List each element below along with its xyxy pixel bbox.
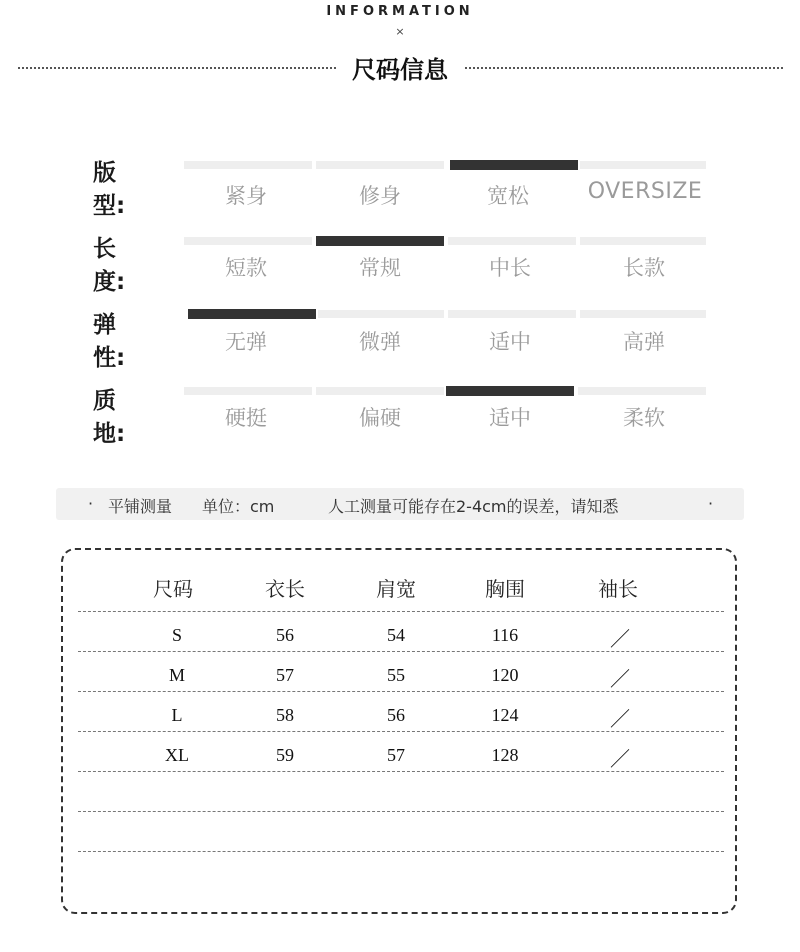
heading-separator: × bbox=[395, 25, 405, 38]
note-unit: 单位：cm bbox=[202, 497, 275, 516]
fit-bar-0 bbox=[184, 161, 312, 169]
row-xl-chest: 128 bbox=[491, 745, 519, 765]
length-bar-2 bbox=[448, 237, 576, 245]
elasticity-option-2: 适中 bbox=[489, 330, 531, 354]
header-shoulder: 肩宽 bbox=[376, 577, 416, 601]
row-m-shoulder: 55 bbox=[387, 665, 405, 685]
row-s-sleeve: ／ bbox=[610, 629, 630, 651]
elasticity-option-0: 无弹 bbox=[225, 330, 267, 354]
table-divider bbox=[78, 811, 724, 812]
length-bar-3 bbox=[580, 237, 706, 245]
fit-bar-selected bbox=[450, 160, 578, 170]
row-l-length: 58 bbox=[276, 705, 294, 725]
texture-bar-1 bbox=[316, 387, 444, 395]
texture-option-2: 适中 bbox=[489, 406, 531, 430]
fit-option-0: 紧身 bbox=[225, 184, 267, 208]
table-divider bbox=[78, 771, 724, 772]
fit-option-2: 宽松 bbox=[487, 184, 529, 208]
table-divider bbox=[78, 851, 724, 852]
fit-option-3: OVERSIZE bbox=[587, 179, 703, 204]
table-divider bbox=[78, 611, 724, 612]
english-heading: INFORMATION bbox=[326, 4, 474, 19]
fit-option-1: 修身 bbox=[359, 184, 401, 208]
table-divider bbox=[78, 731, 724, 732]
texture-option-3: 柔软 bbox=[623, 406, 665, 430]
page-title: 尺码信息 bbox=[352, 56, 448, 84]
header-chest: 胸围 bbox=[485, 577, 525, 601]
length-option-3: 长款 bbox=[623, 256, 665, 280]
row-l-shoulder: 56 bbox=[387, 705, 405, 725]
length-bar-0 bbox=[184, 237, 312, 245]
note-disclaimer: 人工测量可能存在2-4cm的误差，请知悉 bbox=[328, 497, 619, 516]
row-s-size: S bbox=[171, 625, 182, 645]
measurement-note bbox=[56, 488, 744, 520]
elasticity-bar-1 bbox=[318, 310, 444, 318]
title-rule-right bbox=[465, 67, 783, 69]
row-s-length: 56 bbox=[276, 625, 294, 645]
header-length: 衣长 bbox=[265, 577, 305, 601]
attribute-label-fit: 版型: bbox=[93, 160, 126, 219]
row-xl-size: XL bbox=[165, 745, 189, 765]
fit-bar-3 bbox=[580, 161, 706, 169]
texture-bar-0 bbox=[184, 387, 312, 395]
attribute-label-elasticity: 弹性: bbox=[93, 312, 126, 371]
row-m-chest: 120 bbox=[491, 665, 519, 685]
texture-option-0: 硬挺 bbox=[225, 406, 267, 430]
header-size: 尺码 bbox=[153, 577, 193, 601]
row-l-chest: 124 bbox=[491, 705, 519, 725]
row-m-size: M bbox=[168, 665, 185, 685]
row-xl-length: 59 bbox=[276, 745, 294, 765]
elasticity-option-1: 微弹 bbox=[359, 330, 401, 354]
row-m-sleeve: ／ bbox=[610, 669, 630, 691]
texture-bar-selected bbox=[446, 386, 574, 396]
header-sleeve: 袖长 bbox=[598, 577, 638, 601]
fit-bar-1 bbox=[316, 161, 444, 169]
elasticity-bar-3 bbox=[580, 310, 706, 318]
row-s-chest: 116 bbox=[491, 625, 519, 645]
row-xl-shoulder: 57 bbox=[387, 745, 405, 765]
texture-bar-3 bbox=[578, 387, 706, 395]
note-bullet-right: · bbox=[708, 494, 714, 513]
length-option-2: 中长 bbox=[489, 256, 531, 280]
table-divider bbox=[78, 651, 724, 652]
row-xl-sleeve: ／ bbox=[610, 749, 630, 771]
length-bar-selected bbox=[316, 236, 444, 246]
attribute-label-texture: 质地: bbox=[93, 388, 126, 447]
elasticity-option-3: 高弹 bbox=[623, 330, 665, 354]
note-bullet-left: · bbox=[88, 494, 94, 513]
row-l-sleeve: ／ bbox=[610, 709, 630, 731]
length-option-0: 短款 bbox=[225, 256, 267, 280]
row-s-shoulder: 54 bbox=[387, 625, 405, 645]
note-method: 平铺测量 bbox=[108, 497, 173, 516]
table-divider bbox=[78, 691, 724, 692]
length-option-1: 常规 bbox=[359, 256, 401, 280]
texture-option-1: 偏硬 bbox=[359, 406, 401, 430]
elasticity-bar-2 bbox=[448, 310, 576, 318]
row-l-size: L bbox=[171, 705, 183, 725]
elasticity-bar-selected bbox=[188, 309, 316, 319]
attribute-label-length: 长度: bbox=[93, 236, 126, 295]
row-m-length: 57 bbox=[276, 665, 294, 685]
